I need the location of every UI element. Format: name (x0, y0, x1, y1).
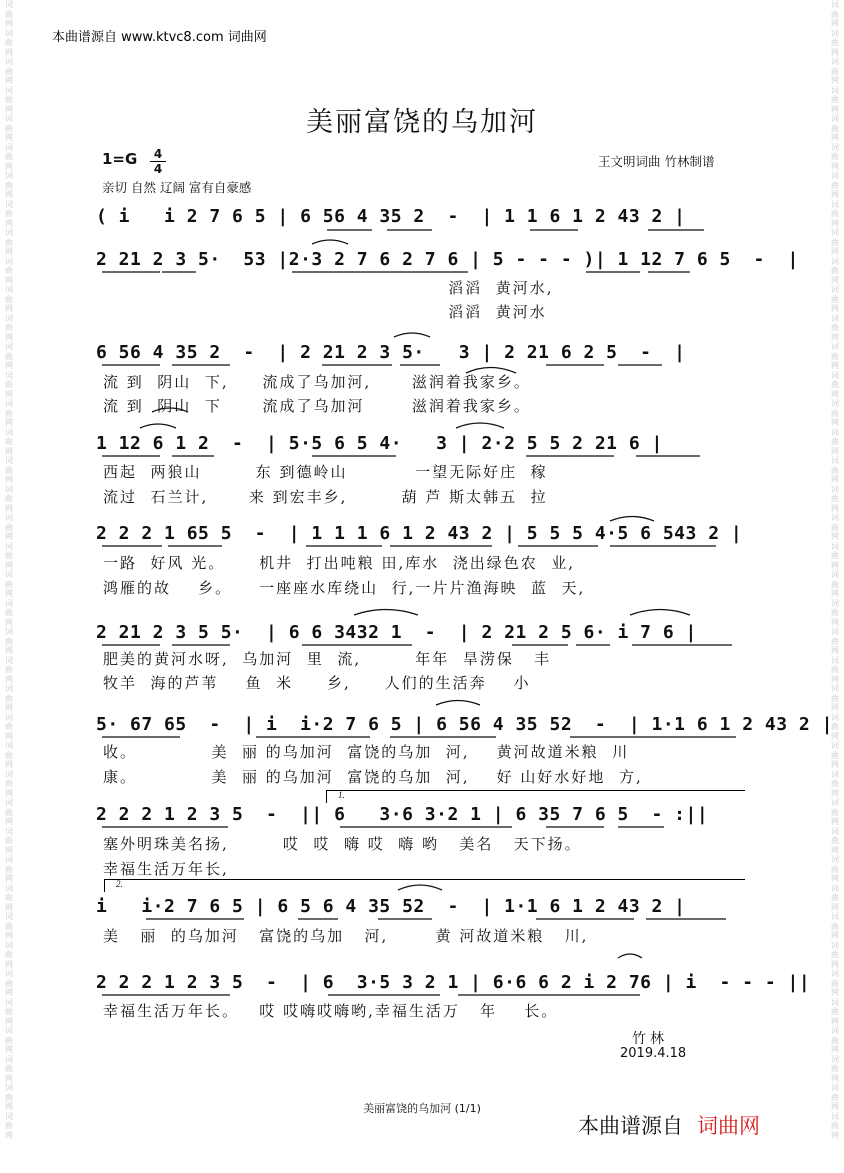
second-ending-label: 2. (116, 879, 123, 889)
brand-label: 本曲谱源自 (578, 1114, 683, 1138)
page-footer: 美丽富饶的乌加河 (1/1) (363, 1102, 481, 1115)
right-watermark: 词曲网词曲网词曲网词曲网词曲网词曲网词曲网词曲网词曲网词曲网词曲网词曲网词曲网词曲网词曲网词曲网词曲网词曲网词曲网词曲网词曲网词曲网词曲网词曲网词曲网词曲网词曲网词曲网词曲网词曲网词曲网词曲网词曲网词曲网词曲网词曲网词曲网词曲网词曲网词曲网 (831, 0, 839, 1140)
lyric-row-10: 牧羊 海的芦苇 鱼 米 乡, 人们的生活奔 小 (103, 674, 531, 692)
brand-footer (578, 1110, 760, 1140)
lyric-row-14: 幸福生活万年长, (103, 860, 229, 878)
lyric-row-4: 流 到 阴山 下 流成了乌加河 滋润着我家乡。 (103, 397, 531, 415)
notation-row-5: 2 2 2 1 65 5 - | 1 1 1 6 1 2 43 2 | 5 5 5 4·5 6 543 2 | (96, 523, 743, 544)
left-watermark: 词曲网词曲网词曲网词曲网词曲网词曲网词曲网词曲网词曲网词曲网词曲网词曲网词曲网词曲网词曲网词曲网词曲网词曲网词曲网词曲网词曲网词曲网词曲网词曲网词曲网词曲网词曲网词曲网词曲网词曲网词曲网词曲网词曲网词曲网词曲网词曲网词曲网词曲网词曲网词曲网 (5, 0, 13, 1140)
notation-row-1: ( i i 2 7 6 5 | 6 56 4 35 2 - | 1 1 6 1 2 43 2 | (96, 206, 686, 227)
lyric-row-2: 滔滔 黄河水 (103, 303, 547, 321)
signature: 竹林 (632, 1031, 668, 1047)
key-signature: 1=G (102, 150, 138, 168)
lyric-row-13: 塞外明珠美名扬, 哎 哎 嗨 哎 嗨 哟 美名 天下扬。 (103, 835, 582, 853)
notation-row-9: i i·2 7 6 5 | 6 5 6 4 35 52 - | 1·1 6 1 2 43 2 | (96, 896, 686, 917)
time-signature-top: 4 (153, 147, 163, 161)
song-title: 美丽富饶的乌加河 (306, 107, 538, 138)
credits: 王文明词曲 竹林制谱 (598, 154, 715, 169)
lyric-row-7: 一路 好风 光。 机井 打出吨粮 田,库水 浇出绿色农 业, (103, 554, 576, 572)
lyric-row-1: 滔滔 黄河水, (103, 279, 554, 297)
lyric-row-11: 收。 美 丽 的乌加河 富饶的乌加 河, 黄河故道米粮 川 (103, 743, 630, 761)
notation-row-6: 2 21 2 3 5 5· | 6 6 3432 1 - | 2 21 2 5 6· i 7 6 | (96, 622, 697, 643)
date: 2019.4.18 (620, 1046, 687, 1061)
lyric-row-5: 西起 两狼山 东 到德岭山 一望无际好庄 稼 (103, 463, 548, 481)
lyric-row-6: 流过 石兰计, 来 到宏丰乡, 葫 芦 斯太韩五 拉 (103, 488, 548, 506)
notation-row-2: 2 21 2 3 5· 53 |2·3 2 7 6 2 7 6 | 5 - - - )| 1 12 7 6 5 - | (96, 249, 799, 270)
first-ending-label: 1. (338, 790, 345, 800)
notation-row-10: 2 2 2 1 2 3 5 - | 6 3·5 3 2 1 | 6·6 6 2 i 2 76 | i - - - || (96, 972, 811, 993)
lyric-row-15: 美 丽 的乌加河 富饶的乌加 河, 黄 河故道米粮 川, (103, 927, 589, 945)
tempo-marking: 亲切 自然 辽阔 富有自豪感 (102, 180, 252, 195)
lyric-row-12: 康。 美 丽 的乌加河 富饶的乌加 河, 好 山好水好地 方, (103, 768, 643, 786)
notation-row-8: 2 2 2 1 2 3 5 - || 6 3·6 3·2 1 | 6 35 7 6 5 - :|| (96, 804, 709, 825)
lyric-row-3: 流 到 阴山 下, 流成了乌加河, 滋润着我家乡。 (103, 373, 531, 391)
lyric-row-9: 肥美的黄河水呀, 乌加河 里 流, 年年 旱涝保 丰 (103, 650, 552, 668)
notation-row-4: 1 12 6 1 2 - | 5·5 6 5 4· 3 | 2·2 5 5 2 21 6 | (96, 433, 663, 454)
time-signature-bottom: 4 (153, 162, 163, 176)
source-line: 本曲谱源自 www.ktvc8.com 词曲网 (52, 30, 267, 45)
lyric-row-8: 鸿雁的故 乡。 一座座水库绕山 行,一片片渔海映 蓝 天, (103, 579, 586, 597)
notation-row-7: 5· 67 65 - | i i·2 7 6 5 | 6 56 4 35 52 - | 1·1 6 1 2 43 2 | (96, 714, 833, 735)
brand-site: 词曲网 (697, 1114, 760, 1138)
lyric-row-16: 幸福生活万年长。 哎 哎嗨哎嗨哟,幸福生活万 年 长。 (103, 1002, 559, 1020)
notation-row-3: 6 56 4 35 2 - | 2 21 2 3 5· 3 | 2 21 6 2 5 - | (96, 342, 686, 363)
